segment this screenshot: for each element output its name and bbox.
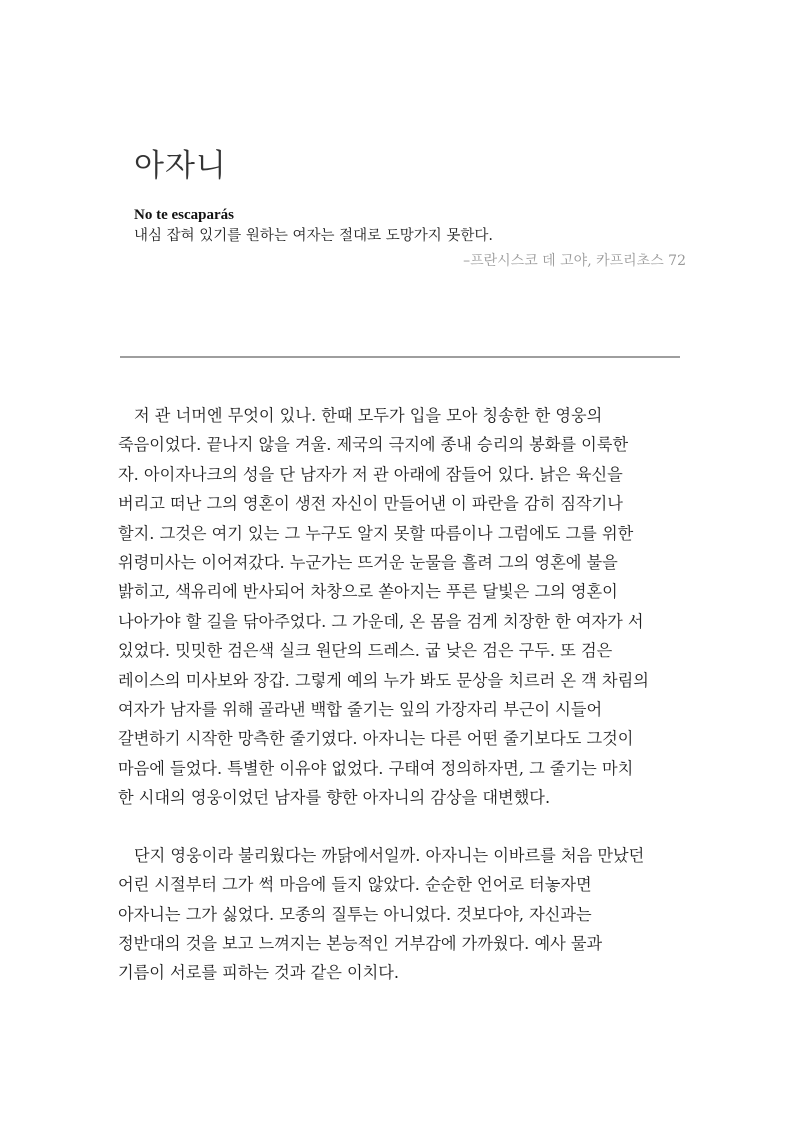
paragraph-line: 여자가 남자를 위해 골라낸 백합 줄기는 잎의 가장자리 부근이 시들어 [118,700,603,720]
paragraph-line: 어린 시절부터 그가 썩 마음에 들지 않았다. 순순한 언어로 터놓자면 [118,875,592,895]
paragraph-line: 아자니는 그가 싫었다. 모종의 질투는 아니었다. 것보다야, 자신과는 [118,904,592,924]
section-divider [120,356,680,358]
paragraph-line: 마음에 들었다. 특별한 이유야 없었다. 구태여 정의하자면, 그 줄기는 마치 [118,758,634,778]
paragraph-line: 할지. 그것은 여기 있는 그 누구도 알지 못할 따름이나 그럼에도 그를 위한 [118,523,634,543]
paragraph [118,841,688,988]
paragraph-line: 자. 아이자나크의 성을 단 남자가 저 관 아래에 잠들어 있다. 낡은 육신을 [118,464,623,484]
paragraph-line: 정반대의 것을 보고 느껴지는 본능적인 거부감에 가까웠다. 예사 물과 [118,933,603,953]
paragraph-line: 갈변하기 시작한 망측한 줄기였다. 아자니는 다른 어떤 줄기보다도 그것이 [118,729,634,749]
epigraph-source: No te escaparás [134,207,234,223]
paragraph-line: 레이스의 미사보와 장갑. 그렇게 예의 누가 봐도 문상을 치르러 온 객 차림의 [118,670,649,690]
paragraph-line: 죽음이었다. 끝나지 않을 겨울. 제국의 극지에 종내 승리의 봉화를 이룩한 [118,435,629,455]
epigraph-translation: 내심 잡혀 있기를 원하는 여자는 절대로 도망가지 못한다. [134,228,494,244]
chapter-title: 아자니 [134,148,227,184]
paragraph-line: 나아가야 할 길을 닦아주었다. 그 가운데, 온 몸을 검게 치장한 한 여자가 서 [118,611,644,631]
epigraph-attribution: –프란시스코 데 고야, 카프리초스 72 [463,253,686,269]
epigraph [134,205,686,272]
paragraph-line: 있었다. 밋밋한 검은색 실크 원단의 드레스. 굽 낮은 검은 구두. 또 검은 [118,641,613,661]
paragraph-line: 버리고 떠난 그의 영혼이 생전 자신이 만들어낸 이 파란을 감히 짐작기나 [118,494,623,514]
paragraph-line: 밝히고, 색유리에 반사되어 차창으로 쏟아지는 푸른 달빛은 그의 영혼이 [118,582,618,602]
paragraph-line: 단지 영웅이라 불리웠다는 까닭에서일까. 아자니는 이바르를 처음 만났던 [134,845,645,865]
paragraph [118,401,688,813]
paragraph-line: 한 시대의 영웅이었던 남자를 향한 아자니의 감상을 대변했다. [118,788,551,808]
paragraph-line: 저 관 너머엔 무엇이 있나. 한때 모두가 입을 모아 칭송한 한 영웅의 [134,406,603,425]
body-text [118,401,688,988]
paragraph-line: 위령미사는 이어져갔다. 누군가는 뜨거운 눈물을 흘려 그의 영혼에 불을 [118,553,618,573]
paragraph-line: 기름이 서로를 피하는 것과 같은 이치다. [118,963,400,983]
